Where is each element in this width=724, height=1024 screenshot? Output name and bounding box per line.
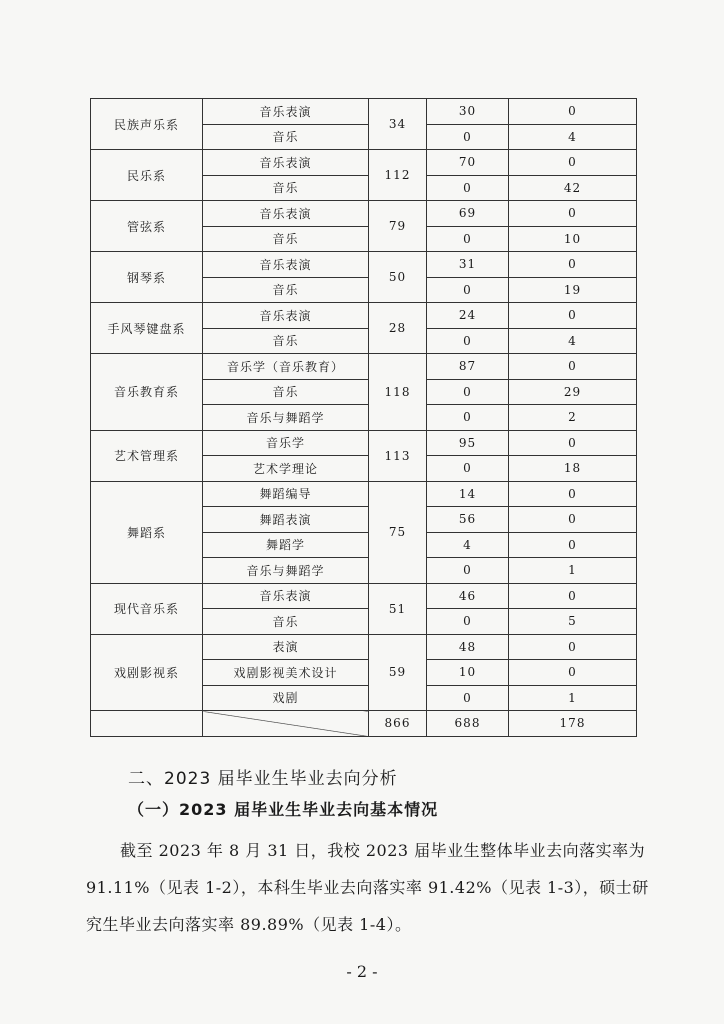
major-cell: 音乐 (203, 277, 369, 303)
dept-total-cell: 34 (369, 99, 427, 150)
value-b-cell: 1 (509, 558, 637, 584)
table-row (91, 634, 637, 660)
dept-cell: 民乐系 (91, 150, 203, 201)
value-a-cell: 48 (427, 634, 509, 660)
value-a-cell: 56 (427, 507, 509, 533)
subsection-title: （一）2023 届毕业生毕业去向基本情况 (128, 800, 439, 819)
value-a-cell: 0 (427, 609, 509, 635)
value-b-cell: 4 (509, 124, 637, 150)
total-a-cell: 688 (427, 711, 509, 737)
dept-total-cell: 75 (369, 481, 427, 583)
dept-total-cell: 51 (369, 583, 427, 634)
value-a-cell: 0 (427, 328, 509, 354)
value-a-cell: 69 (427, 201, 509, 227)
graduate-table-body (91, 99, 637, 737)
major-cell: 音乐表演 (203, 252, 369, 278)
major-cell: 舞蹈编导 (203, 481, 369, 507)
value-a-cell: 0 (427, 277, 509, 303)
value-a-cell: 87 (427, 354, 509, 380)
value-a-cell: 0 (427, 456, 509, 482)
value-b-cell: 0 (509, 303, 637, 329)
value-b-cell: 0 (509, 532, 637, 558)
graduate-table-container (90, 98, 637, 737)
value-a-cell: 0 (427, 379, 509, 405)
value-b-cell: 42 (509, 175, 637, 201)
value-a-cell: 0 (427, 405, 509, 431)
value-a-cell: 31 (427, 252, 509, 278)
value-b-cell: 0 (509, 201, 637, 227)
section-title: 二、2023 届毕业生毕业去向分析 (128, 769, 398, 789)
value-a-cell: 46 (427, 583, 509, 609)
value-b-cell: 19 (509, 277, 637, 303)
value-a-cell: 0 (427, 685, 509, 711)
value-a-cell: 70 (427, 150, 509, 176)
major-cell: 音乐 (203, 175, 369, 201)
major-cell: 音乐与舞蹈学 (203, 405, 369, 431)
totals-row (91, 711, 637, 737)
value-b-cell: 2 (509, 405, 637, 431)
major-cell: 音乐与舞蹈学 (203, 558, 369, 584)
body-paragraph: 截至 2023 年 8 月 31 日，我校 2023 届毕业生整体毕业去向落实率为 91.11%（见表 1-2），本科生毕业去向落实率 91.42%（见表 1-3），硕士研究生毕业去向落实率 89.89%（见表 1-4）。 (86, 841, 649, 934)
dept-cell: 管弦系 (91, 201, 203, 252)
value-a-cell: 0 (427, 124, 509, 150)
dept-cell: 民族声乐系 (91, 99, 203, 150)
value-b-cell: 29 (509, 379, 637, 405)
value-b-cell: 4 (509, 328, 637, 354)
major-cell: 音乐学（音乐教育） (203, 354, 369, 380)
value-b-cell: 0 (509, 634, 637, 660)
dept-total-cell: 50 (369, 252, 427, 303)
value-b-cell: 0 (509, 430, 637, 456)
major-cell: 音乐 (203, 609, 369, 635)
value-b-cell: 0 (509, 354, 637, 380)
dept-cell: 舞蹈系 (91, 481, 203, 583)
major-cell: 音乐 (203, 379, 369, 405)
major-cell: 音乐表演 (203, 583, 369, 609)
value-b-cell: 0 (509, 99, 637, 125)
total-b-cell: 178 (509, 711, 637, 737)
value-b-cell: 18 (509, 456, 637, 482)
dept-cell: 戏剧影视系 (91, 634, 203, 711)
major-cell: 音乐 (203, 328, 369, 354)
table-row (91, 583, 637, 609)
major-cell: 舞蹈表演 (203, 507, 369, 533)
value-a-cell: 95 (427, 430, 509, 456)
value-b-cell: 0 (509, 481, 637, 507)
page-number: - 2 - (346, 962, 378, 981)
dept-cell: 现代音乐系 (91, 583, 203, 634)
value-b-cell: 0 (509, 507, 637, 533)
table-row (91, 430, 637, 456)
value-a-cell: 0 (427, 558, 509, 584)
value-b-cell: 0 (509, 660, 637, 686)
dept-total-cell: 59 (369, 634, 427, 711)
major-cell: 音乐表演 (203, 303, 369, 329)
major-cell: 戏剧影视美术设计 (203, 660, 369, 686)
dept-total-cell: 113 (369, 430, 427, 481)
value-a-cell: 30 (427, 99, 509, 125)
major-cell: 音乐表演 (203, 150, 369, 176)
major-cell: 戏剧 (203, 685, 369, 711)
dept-total-cell: 79 (369, 201, 427, 252)
dept-cell: 手风琴键盘系 (91, 303, 203, 354)
major-cell: 音乐 (203, 124, 369, 150)
value-a-cell: 10 (427, 660, 509, 686)
table-row (91, 201, 637, 227)
value-b-cell: 0 (509, 252, 637, 278)
major-cell: 音乐表演 (203, 201, 369, 227)
dept-total-cell: 112 (369, 150, 427, 201)
major-cell: 舞蹈学 (203, 532, 369, 558)
value-a-cell: 24 (427, 303, 509, 329)
totals-diagonal-cell (203, 711, 369, 737)
table-row (91, 99, 637, 125)
grand-total-cell: 866 (369, 711, 427, 737)
dept-cell: 音乐教育系 (91, 354, 203, 431)
table-row (91, 252, 637, 278)
dept-cell: 艺术管理系 (91, 430, 203, 481)
major-cell: 音乐 (203, 226, 369, 252)
table-row (91, 303, 637, 329)
value-a-cell: 14 (427, 481, 509, 507)
major-cell: 表演 (203, 634, 369, 660)
major-cell: 音乐表演 (203, 99, 369, 125)
value-a-cell: 4 (427, 532, 509, 558)
value-b-cell: 1 (509, 685, 637, 711)
value-a-cell: 0 (427, 175, 509, 201)
value-b-cell: 0 (509, 583, 637, 609)
dept-total-cell: 118 (369, 354, 427, 431)
value-a-cell: 0 (427, 226, 509, 252)
major-cell: 艺术学理论 (203, 456, 369, 482)
dept-cell: 钢琴系 (91, 252, 203, 303)
table-row (91, 481, 637, 507)
dept-total-cell: 28 (369, 303, 427, 354)
value-b-cell: 10 (509, 226, 637, 252)
totals-blank-cell (91, 711, 203, 737)
major-cell: 音乐学 (203, 430, 369, 456)
table-row (91, 150, 637, 176)
graduate-table (90, 98, 637, 737)
value-b-cell: 0 (509, 150, 637, 176)
value-b-cell: 5 (509, 609, 637, 635)
table-row (91, 354, 637, 380)
